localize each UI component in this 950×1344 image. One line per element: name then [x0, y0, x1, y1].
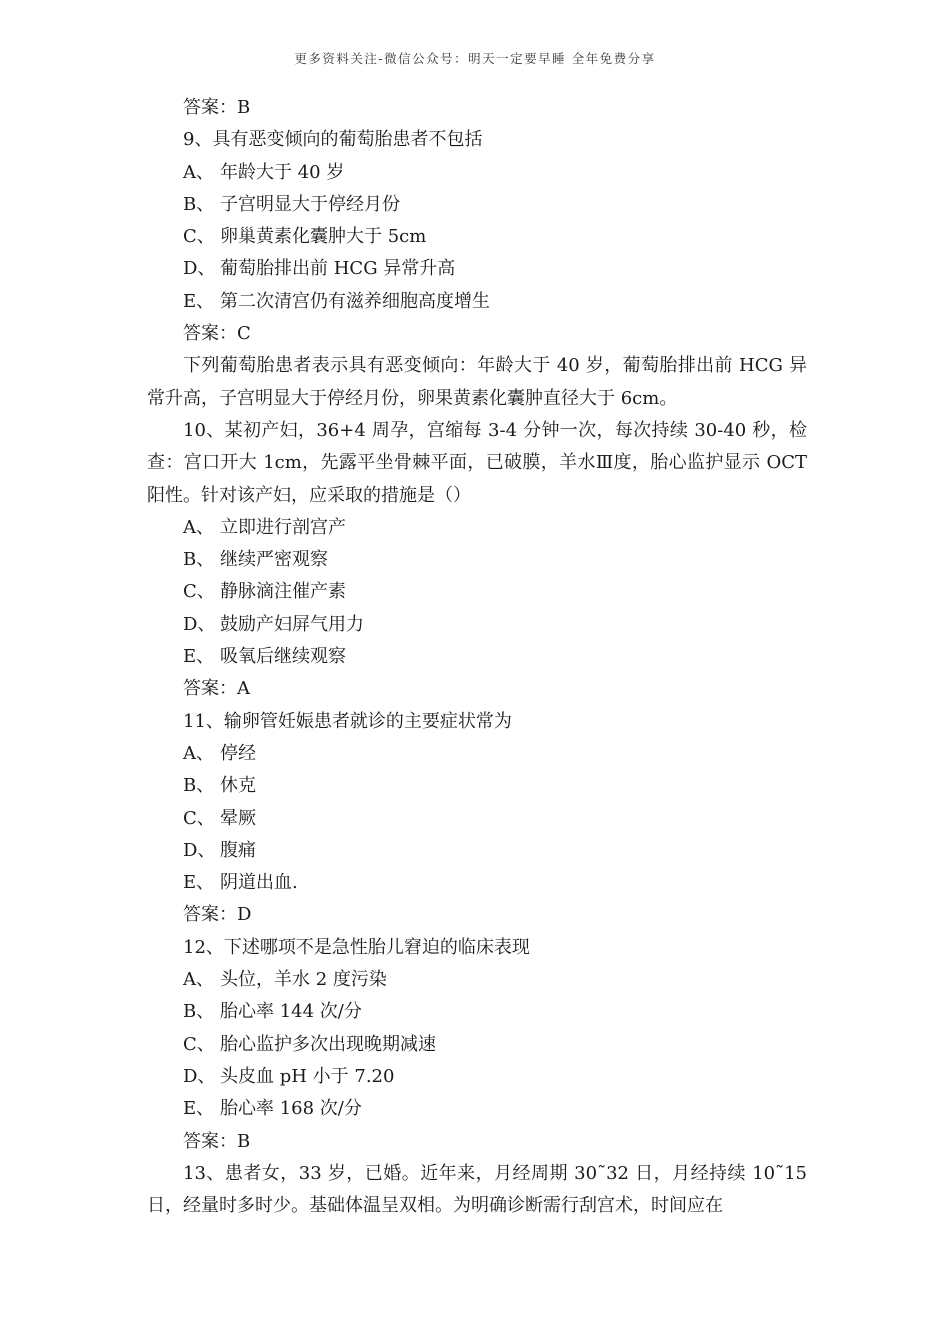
answer: 答案：C — [183, 323, 251, 345]
option-letter: D、 — [183, 1065, 216, 1087]
question-12 — [147, 932, 807, 1158]
option-letter: A、 — [183, 516, 214, 538]
question-stem: 13、患者女，33 岁，已婚。近年来，月经周期 30˜32 日，月经持续 10˜15 日，经量时多时少。基础体温呈双相。为明确诊断需行刮宫术，时间应在 — [147, 1162, 807, 1217]
option-letter: C、 — [183, 1033, 215, 1055]
option-text: 休克 — [220, 775, 256, 797]
answer-q8: 答案：B — [183, 97, 251, 118]
option-letter: D、 — [183, 839, 216, 861]
question-stem: 11、输卵管妊娠患者就诊的主要症状常为 — [183, 710, 512, 732]
question-9 — [147, 124, 807, 415]
option-text: 胎心监护多次出现晚期减速 — [220, 1033, 436, 1055]
option-c — [147, 803, 807, 835]
answer: 答案：A — [183, 678, 250, 700]
option-text: 头位，羊水 2 度污染 — [220, 969, 387, 991]
option-letter: B、 — [183, 775, 215, 797]
option-letter: A、 — [183, 742, 214, 764]
question-11 — [147, 706, 807, 932]
option-d — [147, 835, 807, 867]
option-text: 年龄大于 40 岁 — [220, 161, 345, 183]
option-e — [147, 641, 807, 673]
option-text: 葡萄胎排出前 HCG 异常升高 — [220, 258, 456, 280]
option-letter: E、 — [183, 872, 215, 894]
option-text: 胎心率 168 次/分 — [220, 1098, 362, 1120]
option-text: 停经 — [220, 742, 256, 764]
option-letter: B、 — [183, 193, 215, 215]
explanation: 下列葡萄胎患者表示具有恶变倾向：年龄大于 40 岁，葡萄胎排出前 HCG 异常升高，子宫明显大于停经月份，卵果黄素化囊肿直径大于 6cm。 — [147, 355, 807, 409]
option-letter: D、 — [183, 258, 216, 280]
option-letter: C、 — [183, 226, 215, 248]
option-letter: A、 — [183, 161, 214, 183]
option-text: 子宫明显大于停经月份 — [220, 193, 400, 215]
option-e — [147, 867, 807, 899]
option-c — [147, 576, 807, 608]
option-c — [147, 1029, 807, 1061]
option-a — [147, 738, 807, 770]
page-header: 更多资料关注-微信公众号：明天一定要早睡 全年免费分享 — [294, 51, 656, 66]
option-b — [147, 544, 807, 576]
option-b — [147, 996, 807, 1028]
question-stem: 10、某初产妇，36+4 周孕，宫缩每 3-4 分钟一次，每次持续 30-40 秒，检查：宫口开大 1cm，先露平坐骨棘平面，已破膜，羊水Ⅲ度，胎心监护显示 OCT 阳性。针对该产妇，应采取的措施是（） — [147, 419, 807, 506]
option-d — [147, 253, 807, 285]
option-text: 鼓励产妇屏气用力 — [220, 613, 364, 635]
question-13 — [147, 1158, 807, 1223]
question-10 — [147, 415, 807, 706]
option-b — [147, 770, 807, 802]
option-text: 腹痛 — [220, 839, 256, 861]
option-e — [147, 286, 807, 318]
option-text: 继续严密观察 — [220, 549, 328, 571]
option-letter: E、 — [183, 646, 215, 668]
question-stem: 12、下述哪项不是急性胎儿窘迫的临床表现 — [183, 936, 530, 958]
option-text: 阴道出血. — [220, 872, 298, 894]
option-c — [147, 221, 807, 253]
option-a — [147, 157, 807, 189]
option-letter: E、 — [183, 290, 215, 312]
option-text: 头皮血 pH 小于 7.20 — [220, 1065, 395, 1087]
question-stem: 9、具有恶变倾向的葡萄胎患者不包括 — [183, 129, 483, 151]
answer: 答案：D — [183, 904, 252, 926]
option-text: 静脉滴注催产素 — [220, 581, 346, 603]
option-a — [147, 512, 807, 544]
option-letter: A、 — [183, 969, 214, 991]
option-letter: B、 — [183, 549, 215, 571]
option-d — [147, 1061, 807, 1093]
option-letter: C、 — [183, 807, 215, 829]
answer: 答案：B — [183, 1130, 251, 1152]
option-letter: D、 — [183, 613, 216, 635]
option-text: 晕厥 — [220, 807, 256, 829]
option-a — [147, 964, 807, 996]
option-text: 胎心率 144 次/分 — [220, 1001, 362, 1023]
option-d — [147, 609, 807, 641]
option-letter: C、 — [183, 581, 215, 603]
option-b — [147, 189, 807, 221]
option-text: 卵巢黄素化囊肿大于 5cm — [220, 226, 427, 248]
option-text: 吸氧后继续观察 — [220, 646, 346, 668]
option-letter: B、 — [183, 1001, 215, 1023]
option-letter: E、 — [183, 1098, 215, 1120]
option-text: 立即进行剖宫产 — [220, 516, 346, 538]
option-text: 第二次清宫仍有滋养细胞高度增生 — [220, 290, 490, 312]
option-e — [147, 1093, 807, 1125]
document-body — [147, 92, 807, 1222]
